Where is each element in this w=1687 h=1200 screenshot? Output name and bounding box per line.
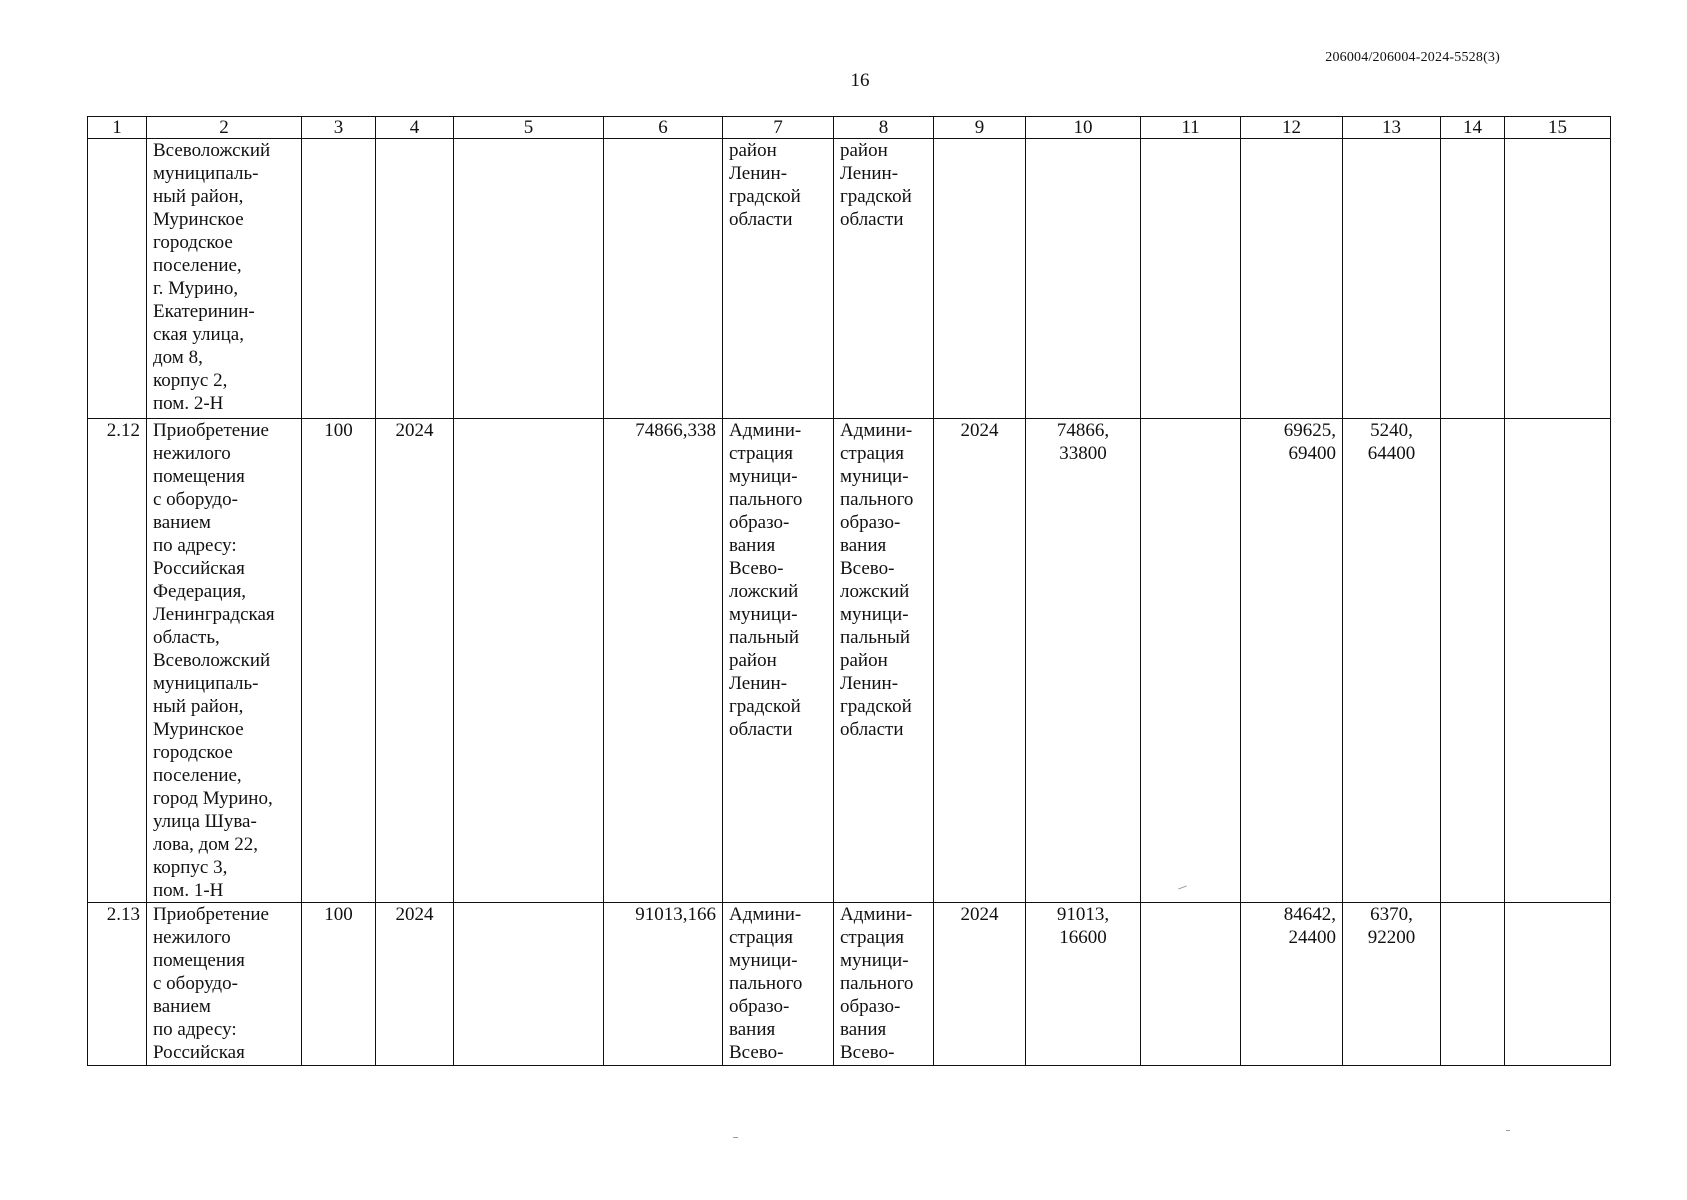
amount-col13-cell bbox=[1343, 903, 1441, 1066]
amount-total-cell bbox=[1026, 903, 1141, 1066]
col15-cell bbox=[1505, 419, 1611, 903]
cell-line: нежилого bbox=[153, 443, 231, 464]
developer-cell bbox=[834, 903, 934, 1066]
cell-line: ванием bbox=[153, 996, 211, 1017]
col5-cell bbox=[454, 903, 604, 1066]
amount-total-cell bbox=[1026, 139, 1141, 419]
amount-col12-cell bbox=[1241, 419, 1343, 903]
cell-line: муници- bbox=[840, 950, 909, 971]
cell-line: лова, дом 22, bbox=[153, 834, 258, 855]
cell-line: области bbox=[729, 719, 793, 740]
cell-line: Всево- bbox=[840, 558, 895, 579]
scan-mark bbox=[733, 1137, 738, 1138]
total-value-cell bbox=[604, 139, 723, 419]
column-header: 7 bbox=[723, 117, 834, 139]
developer-cell bbox=[834, 139, 934, 419]
cell-line: поселение, bbox=[153, 765, 242, 786]
cell-line: 69400 bbox=[1288, 443, 1336, 464]
cell-line: Ленинградская bbox=[153, 604, 275, 625]
cell-line: 84642, bbox=[1283, 904, 1336, 925]
cell-line: области bbox=[840, 209, 904, 230]
column-header: 5 bbox=[454, 117, 604, 139]
column-header: 13 bbox=[1343, 117, 1441, 139]
cell-line: 64400 bbox=[1367, 443, 1416, 464]
cell-line: пом. 2-Н bbox=[153, 393, 224, 414]
cell-line: образо- bbox=[840, 996, 901, 1017]
year-cell: 2024 bbox=[934, 419, 1026, 903]
cell-line: Федерация, bbox=[153, 581, 247, 602]
cell-line: Всево- bbox=[729, 1042, 784, 1063]
cell-line: образо- bbox=[729, 512, 790, 533]
description-cell bbox=[147, 419, 302, 903]
table-row bbox=[88, 903, 1611, 1066]
table-row bbox=[88, 419, 1611, 903]
col5-cell bbox=[454, 139, 604, 419]
col15-cell bbox=[1505, 903, 1611, 1066]
cell-line: с оборудо- bbox=[153, 489, 238, 510]
document-id: 206004/206004-2024-5528(3) bbox=[1325, 50, 1500, 65]
cell-line: градской bbox=[840, 696, 912, 717]
cell-line: Российская bbox=[153, 558, 245, 579]
cell-line: Админи- bbox=[729, 904, 802, 925]
row-number-cell bbox=[88, 139, 147, 419]
cell-line: пального bbox=[729, 489, 803, 510]
cell-line: городское bbox=[153, 232, 233, 253]
cell-line: поселение, bbox=[153, 255, 242, 276]
cell-line: Ленин- bbox=[729, 163, 788, 184]
column-header: 14 bbox=[1441, 117, 1505, 139]
column-header: 3 bbox=[302, 117, 376, 139]
cell-line: ный район, bbox=[153, 696, 244, 717]
col3-cell bbox=[302, 139, 376, 419]
cell-line: 74866, bbox=[1056, 420, 1110, 441]
cell-line: муници- bbox=[840, 466, 909, 487]
cell-line: Ленин- bbox=[840, 163, 899, 184]
cell-line: муници- bbox=[729, 950, 798, 971]
cell-line: район bbox=[729, 140, 777, 161]
cell-line: Админи- bbox=[840, 420, 913, 441]
customer-cell bbox=[723, 139, 834, 419]
scan-mark bbox=[1506, 1130, 1510, 1131]
cell-line: 6370, bbox=[1370, 904, 1413, 925]
amount-total-cell bbox=[1026, 419, 1141, 903]
cell-line: район bbox=[729, 650, 777, 671]
year-start-cell: 2024 bbox=[376, 903, 454, 1066]
cell-line: 91013, bbox=[1056, 904, 1110, 925]
cell-line: пального bbox=[840, 489, 914, 510]
cell-line: г. Мурино, bbox=[153, 278, 239, 299]
column-number-row bbox=[88, 117, 1611, 139]
cell-line: Всево- bbox=[840, 1042, 895, 1063]
year-start-cell: 2024 bbox=[376, 419, 454, 903]
cell-line: Админи- bbox=[729, 420, 802, 441]
cell-line: область, bbox=[153, 627, 220, 648]
customer-cell bbox=[723, 903, 834, 1066]
col5-cell bbox=[454, 419, 604, 903]
cell-line: вания bbox=[729, 1019, 776, 1040]
cell-line: страция bbox=[729, 927, 793, 948]
col14-cell bbox=[1441, 903, 1505, 1066]
cell-line: городское bbox=[153, 742, 233, 763]
col14-cell bbox=[1441, 419, 1505, 903]
col11-cell bbox=[1141, 903, 1241, 1066]
cell-line: пальный bbox=[840, 627, 911, 648]
cell-line: по адресу: bbox=[153, 1019, 237, 1040]
cell-line: помещения bbox=[153, 950, 245, 971]
col3-cell: 100 bbox=[302, 419, 376, 903]
cell-line: ный район, bbox=[153, 186, 244, 207]
cell-line: нежилого bbox=[153, 927, 231, 948]
amount-col12-cell bbox=[1241, 139, 1343, 419]
cell-line: страция bbox=[840, 927, 904, 948]
cell-line: ская улица, bbox=[153, 324, 244, 345]
year-start-cell bbox=[376, 139, 454, 419]
cell-line: Ленин- bbox=[840, 673, 899, 694]
cell-line: Приобретение bbox=[153, 904, 269, 925]
column-header: 10 bbox=[1026, 117, 1141, 139]
cell-line: район bbox=[840, 650, 888, 671]
cell-line: район bbox=[840, 140, 888, 161]
col11-cell bbox=[1141, 139, 1241, 419]
cell-line: ложский bbox=[840, 581, 910, 602]
cell-line: вания bbox=[840, 535, 887, 556]
cell-line: вания bbox=[840, 1019, 887, 1040]
col15-cell bbox=[1505, 139, 1611, 419]
cell-line: Муринское bbox=[153, 209, 244, 230]
cell-line: Ленин- bbox=[729, 673, 788, 694]
total-value-cell: 91013,166 bbox=[604, 903, 723, 1066]
cell-line: Екатеринин- bbox=[153, 301, 255, 322]
column-header: 9 bbox=[934, 117, 1026, 139]
cell-line: Всеволожский bbox=[153, 140, 271, 161]
column-header: 12 bbox=[1241, 117, 1343, 139]
cell-line: муниципаль- bbox=[153, 673, 259, 694]
year-cell: 2024 bbox=[934, 903, 1026, 1066]
year-cell bbox=[934, 139, 1026, 419]
cell-line: Админи- bbox=[840, 904, 913, 925]
col14-cell bbox=[1441, 139, 1505, 419]
cell-line: ванием bbox=[153, 512, 211, 533]
cell-line: Приобретение bbox=[153, 420, 269, 441]
cell-line: муници- bbox=[729, 604, 798, 625]
col11-cell bbox=[1141, 419, 1241, 903]
row-number-cell: 2.12 bbox=[88, 419, 147, 903]
cell-line: корпус 3, bbox=[153, 857, 228, 878]
cell-line: пального bbox=[729, 973, 803, 994]
column-header: 2 bbox=[147, 117, 302, 139]
cell-line: пом. 1-Н bbox=[153, 880, 224, 901]
customer-cell bbox=[723, 419, 834, 903]
cell-line: муници- bbox=[729, 466, 798, 487]
cell-line: области bbox=[840, 719, 904, 740]
cell-line: страция bbox=[729, 443, 793, 464]
cell-line: пальный bbox=[729, 627, 800, 648]
cell-line: улица Шува- bbox=[153, 811, 257, 832]
cell-line: муници- bbox=[840, 604, 909, 625]
cell-line: муниципаль- bbox=[153, 163, 259, 184]
cell-line: Муринское bbox=[153, 719, 244, 740]
row-number-cell: 2.13 bbox=[88, 903, 147, 1066]
cell-line: градской bbox=[840, 186, 912, 207]
cell-line: город Мурино, bbox=[153, 788, 273, 809]
col3-cell: 100 bbox=[302, 903, 376, 1066]
cell-line: Всево- bbox=[729, 558, 784, 579]
amount-col12-cell bbox=[1241, 903, 1343, 1066]
cell-line: вания bbox=[729, 535, 776, 556]
cell-line: по адресу: bbox=[153, 535, 237, 556]
cell-line: Российская bbox=[153, 1042, 245, 1063]
cell-line: образо- bbox=[729, 996, 790, 1017]
cell-line: страция bbox=[840, 443, 904, 464]
total-value-cell: 74866,338 bbox=[604, 419, 723, 903]
cell-line: 69625, bbox=[1283, 420, 1336, 441]
cell-line: 16600 bbox=[1059, 927, 1107, 948]
column-header: 15 bbox=[1505, 117, 1611, 139]
cell-line: Всеволожский bbox=[153, 650, 271, 671]
table-row bbox=[88, 139, 1611, 419]
cell-line: 92200 bbox=[1367, 927, 1416, 948]
cell-line: пального bbox=[840, 973, 914, 994]
column-header: 6 bbox=[604, 117, 723, 139]
cell-line: образо- bbox=[840, 512, 901, 533]
cell-line: 5240, bbox=[1370, 420, 1413, 441]
cell-line: дом 8, bbox=[153, 347, 203, 368]
developer-cell bbox=[834, 419, 934, 903]
column-header: 1 bbox=[88, 117, 147, 139]
column-header: 8 bbox=[834, 117, 934, 139]
description-cell bbox=[147, 903, 302, 1066]
cell-line: области bbox=[729, 209, 793, 230]
cell-line: ложский bbox=[729, 581, 799, 602]
cell-line: с оборудо- bbox=[153, 973, 238, 994]
amount-col13-cell bbox=[1343, 419, 1441, 903]
cell-line: градской bbox=[729, 696, 801, 717]
column-header: 4 bbox=[376, 117, 454, 139]
amount-col13-cell bbox=[1343, 139, 1441, 419]
cell-line: 24400 bbox=[1288, 927, 1336, 948]
data-table bbox=[87, 116, 1611, 1066]
cell-line: корпус 2, bbox=[153, 370, 228, 391]
column-header: 11 bbox=[1141, 117, 1241, 139]
cell-line: помещения bbox=[153, 466, 245, 487]
page-number: 16 bbox=[850, 70, 870, 91]
cell-line: градской bbox=[729, 186, 801, 207]
cell-line: 33800 bbox=[1059, 443, 1107, 464]
description-cell bbox=[147, 139, 302, 419]
